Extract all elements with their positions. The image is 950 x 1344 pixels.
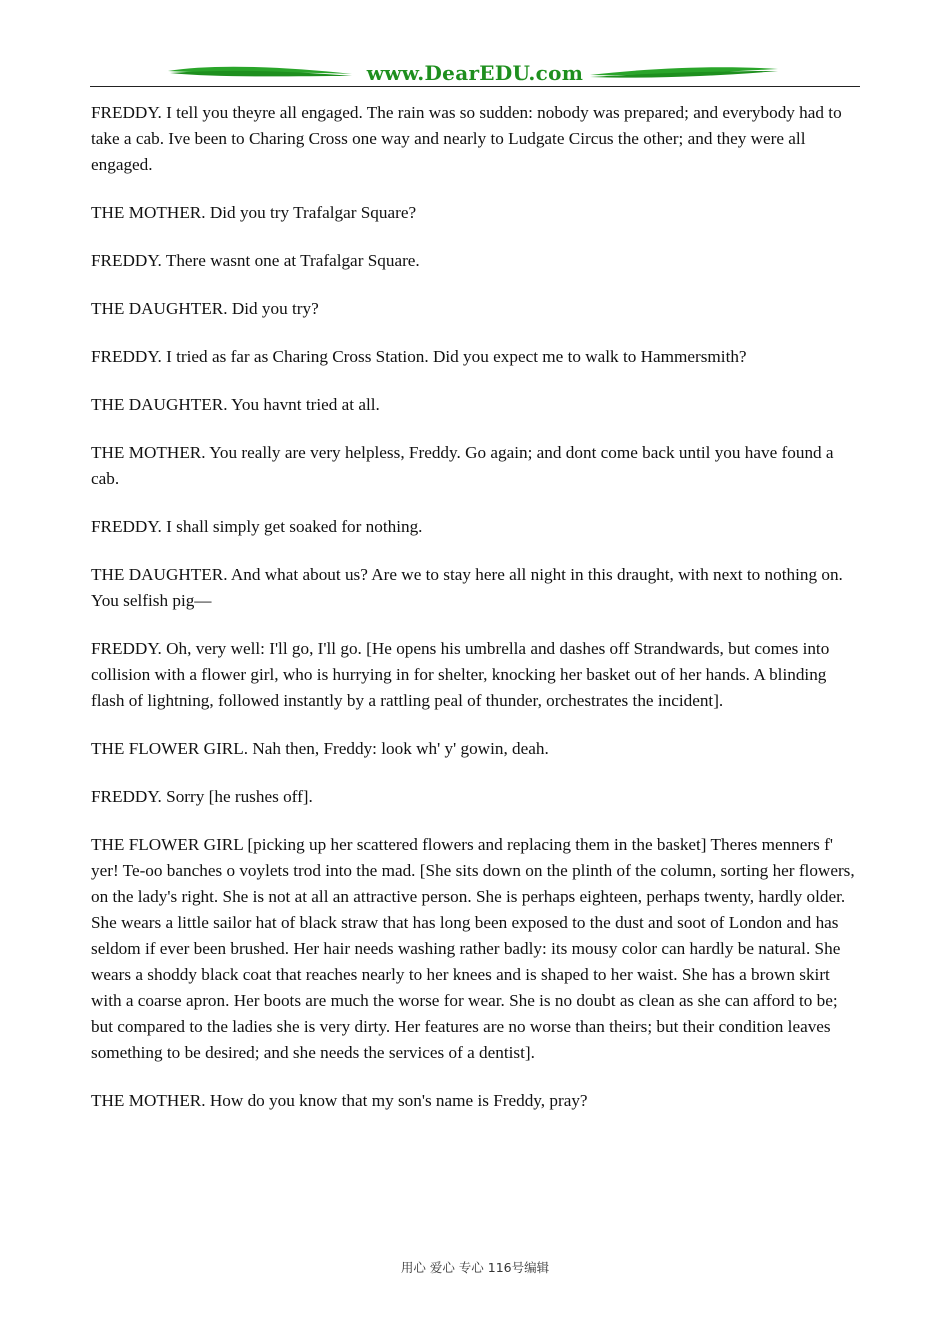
- dialogue-paragraph: THE DAUGHTER. Did you try?: [91, 299, 319, 318]
- dialogue-paragraph: FREDDY. I tell you theyre all engaged. The rain was so sudden: nobody was prepared; and everybody had to take a cab. Ive been to Charing Cross one way and nearly to Ludgate Circus the other; and they were all engaged.: [91, 103, 842, 174]
- header-divider: [90, 86, 860, 87]
- dialogue-paragraph: FREDDY. I shall simply get soaked for nothing.: [91, 517, 423, 536]
- page-footer: 用心 爱心 专心 116号编辑: [400, 1260, 550, 1275]
- site-logo: www.DearEDU.com: [366, 61, 584, 85]
- dialogue-paragraph: THE MOTHER. You really are very helpless, Freddy. Go again; and dont come back until you have found a cab.: [91, 443, 834, 488]
- dialogue-paragraph: FREDDY. There wasnt one at Trafalgar Square.: [91, 251, 420, 270]
- document-body: [91, 100, 863, 1136]
- dialogue-paragraph: THE MOTHER. Did you try Trafalgar Square?: [91, 203, 417, 222]
- dialogue-paragraph: THE DAUGHTER. You havnt tried at all.: [91, 395, 380, 414]
- dialogue-paragraph: THE FLOWER GIRL. Nah then, Freddy: look wh' y' gowin, deah.: [91, 739, 549, 758]
- dialogue-paragraph: FREDDY. I tried as far as Charing Cross Station. Did you expect me to walk to Hammersmith?: [91, 347, 747, 366]
- dialogue-paragraph: FREDDY. Oh, very well: I'll go, I'll go. [He opens his umbrella and dashes off Strandwards, but comes into collision with a flower girl, who is hurrying in for shelter, knocking her basket out of her hands. A blinding flash of lightning, followed instantly by a rattling peal of thunder, orchestrates the incident].: [91, 639, 830, 710]
- dialogue-paragraph: THE FLOWER GIRL [picking up her scattered flowers and replacing them in the basket] Theres menners f' yer! Te-oo banches o voylets trod into the mad. [She sits down on the plinth of the column, sorting her flowers, on the lady's right. She is not at all an attractive person. She is perhaps eighteen, perhaps twenty, hardly older. She wears a little sailor hat of black straw that has long been exposed to the dust and soot of London and has seldom if ever been brushed. Her hair needs washing rather badly: its mousy color can hardly be natural. She wears a shoddy black coat that reaches nearly to her knees and is shaped to her waist. She has a brown skirt with a coarse apron. Her boots are much the worse for wear. She is no doubt as clean as she can afford to be; but compared to the ladies she is very dirty. Her features are no worse than theirs; but their condition leaves something to be desired; and she needs the services of a dentist].: [91, 835, 855, 1062]
- page-header: [90, 58, 860, 90]
- dialogue-paragraph: THE DAUGHTER. And what about us? Are we to stay here all night in this draught, with next to nothing on. You selfish pig—: [91, 565, 843, 610]
- dialogue-paragraph: FREDDY. Sorry [he rushes off].: [91, 787, 313, 806]
- dialogue-paragraph: THE MOTHER. How do you know that my son's name is Freddy, pray?: [91, 1091, 588, 1110]
